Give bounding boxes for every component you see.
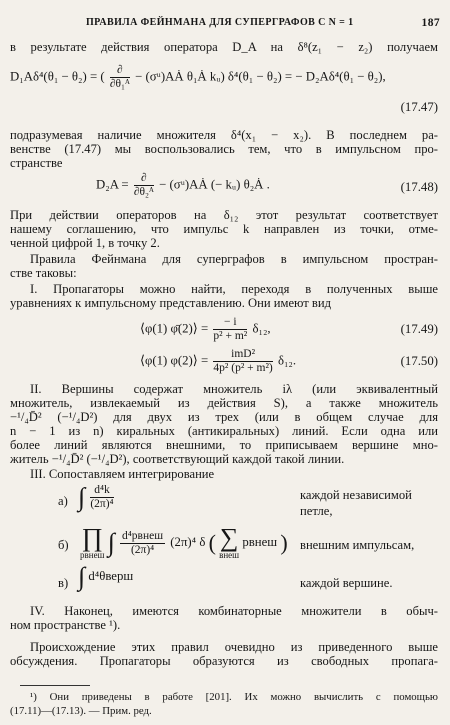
text-line: обсуждения. Пропагаторы образуются из свободных пропага- bbox=[10, 654, 438, 668]
fraction bbox=[90, 484, 113, 511]
eq-lhs: D₂A = bbox=[96, 177, 129, 192]
integral-sign: ∫ bbox=[107, 528, 115, 557]
text-line: II. Вершины содержат множитель iλ (или эквивалентный bbox=[30, 382, 438, 396]
eq-rest: δ₁₂. bbox=[277, 353, 297, 368]
item-label: а) bbox=[58, 494, 68, 508]
integral-b bbox=[80, 523, 288, 560]
eq-lhs: ⟨φ(1) φ(2)⟩ = bbox=[140, 353, 209, 368]
text-line: III. Сопоставляем интегрирование bbox=[30, 467, 215, 481]
eq-rhs: − (σᵘ)AȦ θ₁Ȧ kᵤ) δ⁴(θ₁ − θ₂) = − D₂Aδ⁴(θ₁ − θ₂), bbox=[135, 69, 386, 84]
integral-sign: ∫ bbox=[78, 482, 86, 512]
fraction-denominator: (2π)⁴ bbox=[130, 543, 155, 556]
text-line: стве таковы: bbox=[10, 266, 77, 280]
equation-number: (17.50) bbox=[400, 354, 438, 368]
fraction-denominator: 4p² (p² + m²) bbox=[213, 362, 273, 374]
product-subscript: pвнеш bbox=[80, 550, 105, 560]
text-line: Правила Фейнмана для суперграфов в импульсном простран- bbox=[30, 252, 438, 266]
text-line: I. Пропагаторы можно найти, переходя в полученных выше bbox=[30, 282, 438, 296]
fraction bbox=[110, 64, 130, 91]
text-line: n − 1 из n) киральных (антикиральных) линий. Если одна или bbox=[10, 424, 438, 438]
fraction-denominator: (2π)⁴ bbox=[90, 498, 114, 510]
text-line: житель −¹/₄D̄² (−¹/₄D²), соответствующий каждой такой линии. bbox=[10, 452, 345, 466]
integral-description: каждой независимой bbox=[300, 488, 412, 502]
text-line: При действии операторов на δ₁₂ этот результат соответствует bbox=[10, 208, 438, 222]
product-operator bbox=[80, 523, 105, 560]
text-line: странстве bbox=[10, 156, 63, 170]
text-line: ном пространстве ¹). bbox=[10, 618, 121, 632]
fraction-numerator: − i bbox=[213, 316, 247, 330]
text-line: нашему соглашению, что импульс k направлен из точки, отме- bbox=[10, 222, 438, 236]
integral-description: каждой вершине. bbox=[300, 576, 393, 590]
integral-body: d⁴θверш bbox=[88, 569, 134, 583]
text-line: более линий являются внешними, то приписываем вершине мно- bbox=[10, 438, 438, 452]
equation-17-50 bbox=[140, 348, 296, 375]
footnote-line: (17.11)—(17.13). — Прим. ред. bbox=[10, 705, 152, 717]
text-line: −¹/₄D̄² (−¹/₄D²) для двух из трех (или в общем случае для bbox=[10, 410, 438, 424]
fraction-numerator: d⁴pвнеш bbox=[122, 529, 164, 542]
eq-middle: (2π)⁴ δ bbox=[170, 534, 206, 549]
fraction-denominator: ∂θ₁ᴬ bbox=[109, 78, 130, 90]
text-line: IV. Наконец, имеются комбинаторные множители в обыч- bbox=[30, 604, 438, 618]
integral-a bbox=[78, 484, 116, 511]
item-label: б) bbox=[58, 538, 69, 552]
equation-number: (17.48) bbox=[400, 180, 438, 194]
equation-number: (17.47) bbox=[400, 100, 438, 114]
text-line: венстве (17.47) мы воспользовались тем, что в импульсном про- bbox=[10, 142, 438, 156]
equation-17-47 bbox=[10, 64, 386, 91]
item-label: в) bbox=[58, 576, 69, 590]
sum-argument: pвнеш bbox=[242, 534, 278, 549]
text-line: подразумевая наличие множителя δ⁴(x₁ − x₂). В последнем ра- bbox=[10, 128, 438, 142]
text-line: множитель, извлекаемый из действия S), а также множитель bbox=[10, 396, 438, 410]
text-line: уравнениях к импульсному представлению. Они имеют вид bbox=[10, 296, 332, 310]
eq-rest: δ₁₂, bbox=[252, 321, 271, 336]
eq-lhs: ⟨φ(1) φ̄(2)⟩ = bbox=[140, 321, 209, 336]
fraction bbox=[213, 316, 247, 343]
fraction-numerator: ∂ bbox=[134, 172, 154, 186]
sum-operator bbox=[219, 523, 240, 560]
equation-17-49 bbox=[140, 316, 271, 343]
fraction-numerator: imD² bbox=[213, 348, 272, 362]
running-header bbox=[20, 17, 440, 31]
sum-sign: ∑ bbox=[219, 523, 239, 552]
integral-sign: ∫ bbox=[78, 562, 86, 592]
sum-subscript: внеш bbox=[219, 550, 240, 560]
paren-close: ) bbox=[280, 530, 288, 555]
product-sign: ∏ bbox=[81, 523, 103, 552]
integral-description: внешним импульсам, bbox=[300, 538, 415, 552]
integral-description: петле, bbox=[300, 504, 333, 518]
integral-c bbox=[78, 562, 134, 592]
fraction bbox=[134, 172, 154, 199]
footnote-line: ¹) Они приведены в работе [201]. Их можно вычислить с помощью bbox=[30, 691, 438, 703]
eq-lhs: D₁Aδ⁴(θ₁ − θ₂) = ( bbox=[10, 69, 105, 84]
fraction-denominator: p² + m² bbox=[213, 330, 248, 342]
footnote-rule bbox=[20, 685, 90, 686]
fraction bbox=[213, 348, 272, 375]
equation-number: (17.49) bbox=[400, 322, 438, 336]
text-line: Происхождение этих правил очевидно из приведенного выше bbox=[30, 640, 438, 654]
fraction bbox=[120, 530, 165, 557]
paren-open: ( bbox=[208, 530, 216, 555]
fraction-denominator: ∂θ₂ᴬ bbox=[133, 186, 154, 198]
page-number: 187 bbox=[421, 17, 440, 29]
text-line: ченной цифрой 1, в точку 2. bbox=[10, 236, 160, 250]
eq-rhs: − (σᵘ)AȦ (− kᵤ) θ₂Ȧ . bbox=[159, 177, 270, 192]
equation-17-48 bbox=[96, 172, 270, 199]
fraction-numerator: d⁴k bbox=[90, 484, 113, 498]
text-line: в результате действия оператора D_A на δ⁸(z₁ − z₂) получаем bbox=[10, 40, 438, 54]
fraction-numerator: ∂ bbox=[110, 64, 130, 78]
header-title: ПРАВИЛА ФЕЙНМАНА ДЛЯ СУПЕРГРАФОВ С N = 1 bbox=[86, 17, 354, 28]
